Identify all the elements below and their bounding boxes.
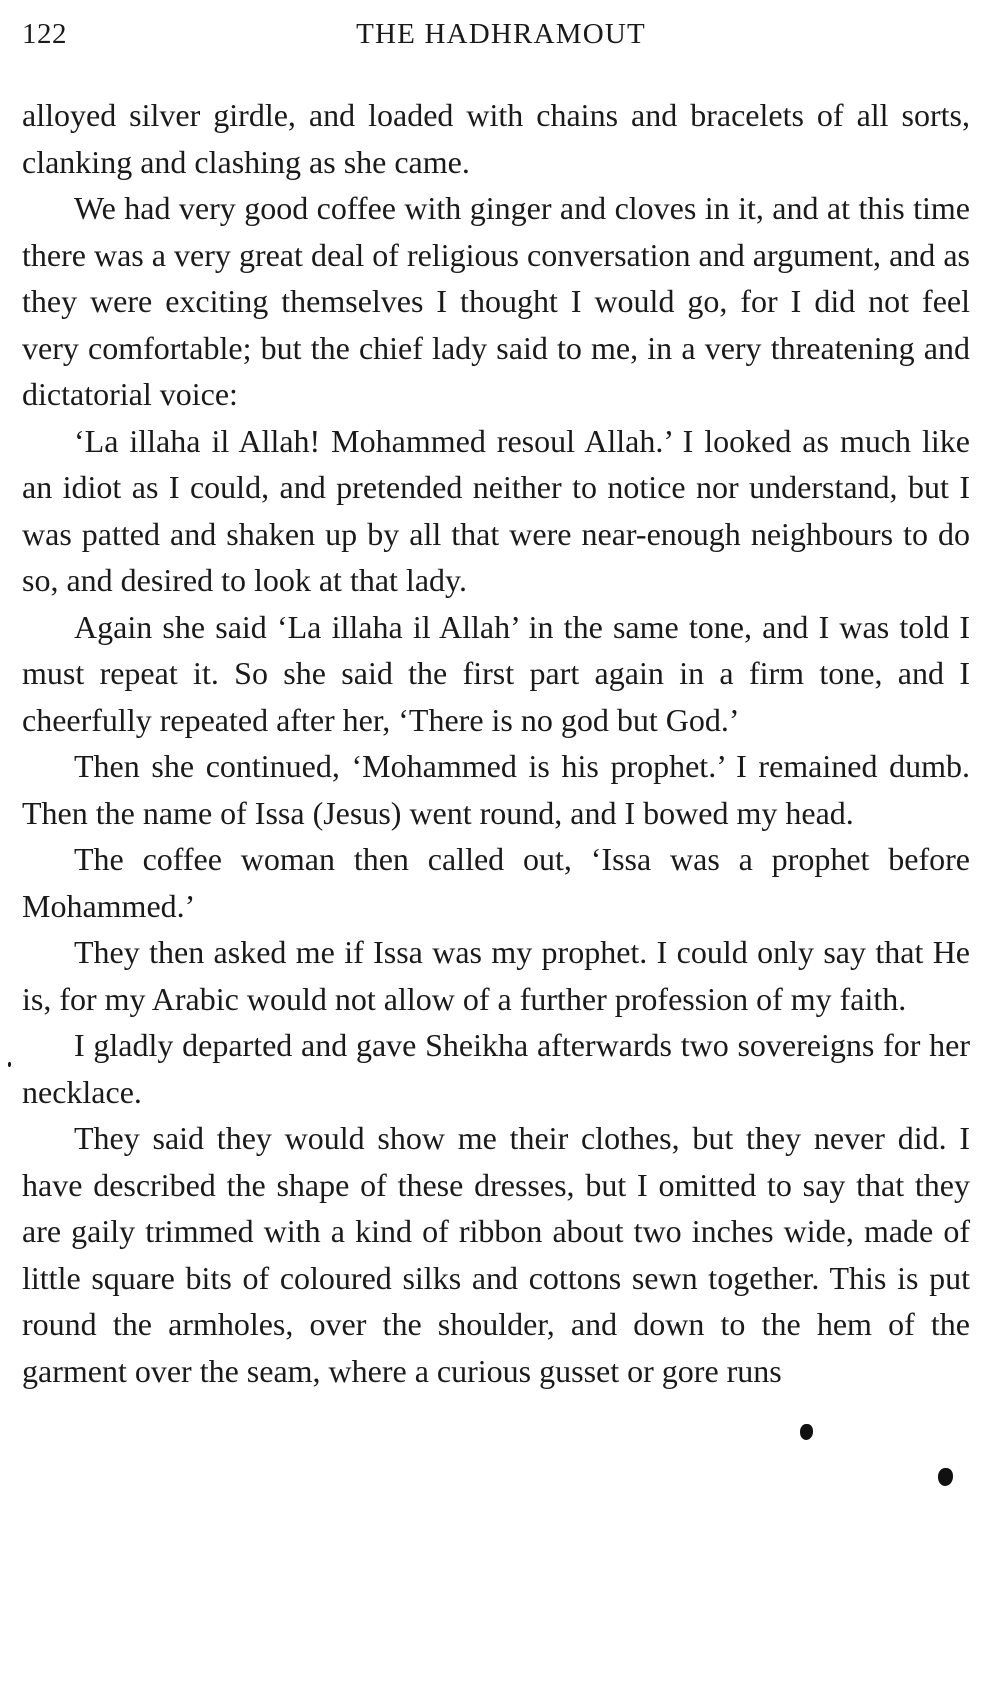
paragraph-continued: alloyed silver girdle, and loaded with chains and bracelets of all sorts, clanking and clashing as she came. (22, 97, 970, 180)
page-header (22, 18, 970, 58)
page-number: 122 (22, 18, 67, 50)
paragraph-shahada: ‘La illaha il Allah! Mohammed resoul Allah.’ I looked as much like an idiot as I could, and pretended neither to notice nor understand, but I was patted and shaken up by all that were near-enough neighbours to do so, and desired to look at that lady. (22, 422, 970, 598)
paragraph-departed: I gladly departed and gave Sheikha afterwards two sovereigns for her necklace. (22, 1027, 970, 1110)
paragraph-prophet: Then she continued, ‘Mohammed is his prophet.’ I remained dumb. Then the name of Issa (Jesus) went round, and I bowed my head. (22, 748, 970, 831)
paragraph-issa: They then asked me if Issa was my prophet. I could only say that He is, for my Arabic would not allow of a further profession of my faith. (22, 934, 970, 1017)
body-text (22, 92, 970, 1394)
paragraph-coffee-woman: The coffee woman then called out, ‘Issa was a prophet before Mohammed.’ (22, 841, 970, 924)
ink-blot (938, 1468, 953, 1486)
running-title: THE HADHRAMOUT (356, 18, 646, 50)
paragraph-repeat: Again she said ‘La illaha il Allah’ in the same tone, and I was told I must repeat it. So she said the first part again in a firm tone, and I cheerfully repeated after her, ‘There is no god but God.’ (22, 608, 970, 738)
ink-speck (8, 1062, 11, 1067)
ink-blot (800, 1424, 813, 1440)
paragraph-coffee: We had very good coffee with ginger and cloves in it, and at this time there was a very great deal of religious conversation and argument, and as they were exciting themselves I thought I would go, for I did not feel very comfortable; but the chief lady said to me, in a very threatening and dictatorial voice: (22, 190, 970, 412)
paragraph-clothes: They said they would show me their clothes, but they never did. I have described the shape of these dresses, but I omitted to say that they are gaily trimmed with a kind of ribbon about two inches wide, made of little square bits of coloured silks and cottons sewn together. This is put round the armholes, over the shoulder, and down to the hem of the garment over the seam, where a curious gusset or gore runs (22, 1120, 970, 1389)
